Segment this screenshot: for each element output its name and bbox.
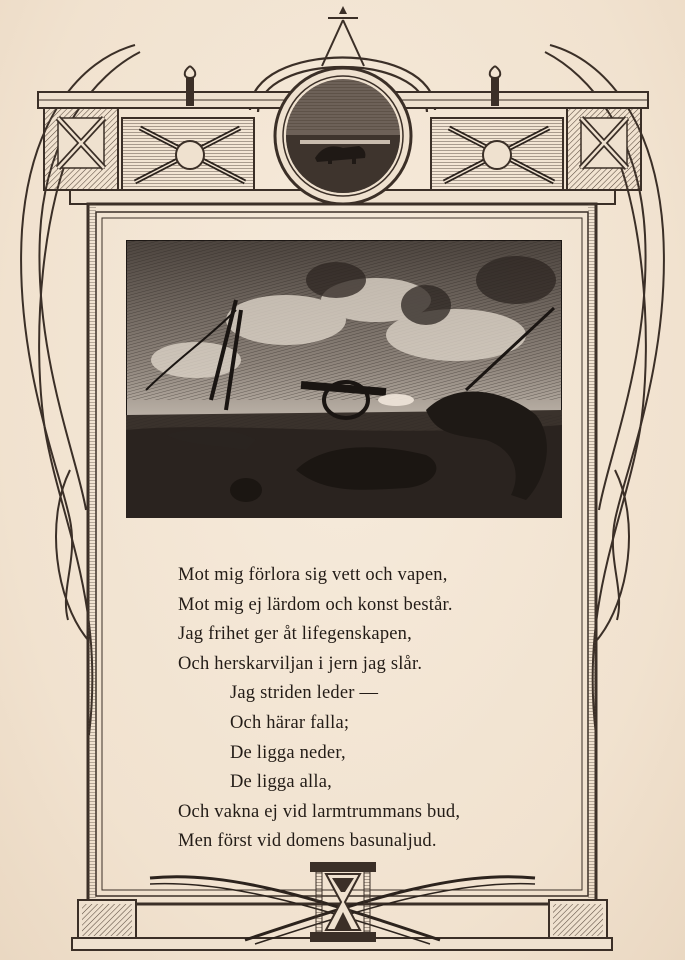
poem-line: Och vakna ej vid larmtrummans bud, — [178, 801, 461, 822]
battlefield-engraving — [126, 240, 562, 518]
poem-line: Men först vid domens basunaljud. — [178, 831, 437, 852]
lamp-icon — [490, 66, 501, 106]
poem-line: Och härar falla; — [230, 712, 350, 733]
crossed-scythes-icon — [567, 108, 641, 190]
lamp-icon — [185, 66, 196, 106]
poem-line: Jag frihet ger åt lifegenskapen, — [178, 624, 412, 645]
poem-line: Mot mig förlora sig vett och vapen, — [178, 565, 448, 585]
horse-cart-vignette — [275, 68, 411, 205]
hourglass-icon — [310, 862, 376, 942]
poem-line: De ligga neder, — [230, 742, 346, 763]
poem-line: Mot mig ej lärdom och konst består. — [178, 594, 453, 615]
crossed-swords-icon — [431, 118, 563, 190]
crossed-scythes-icon — [44, 108, 118, 190]
poem-stanza — [178, 561, 538, 857]
poem-line: Och herskarviljan i jern jag slår. — [178, 653, 423, 674]
poem-line: De ligga alla, — [230, 772, 332, 793]
poem-line: Jag striden leder — — [230, 683, 379, 704]
crossed-swords-icon — [122, 118, 254, 190]
